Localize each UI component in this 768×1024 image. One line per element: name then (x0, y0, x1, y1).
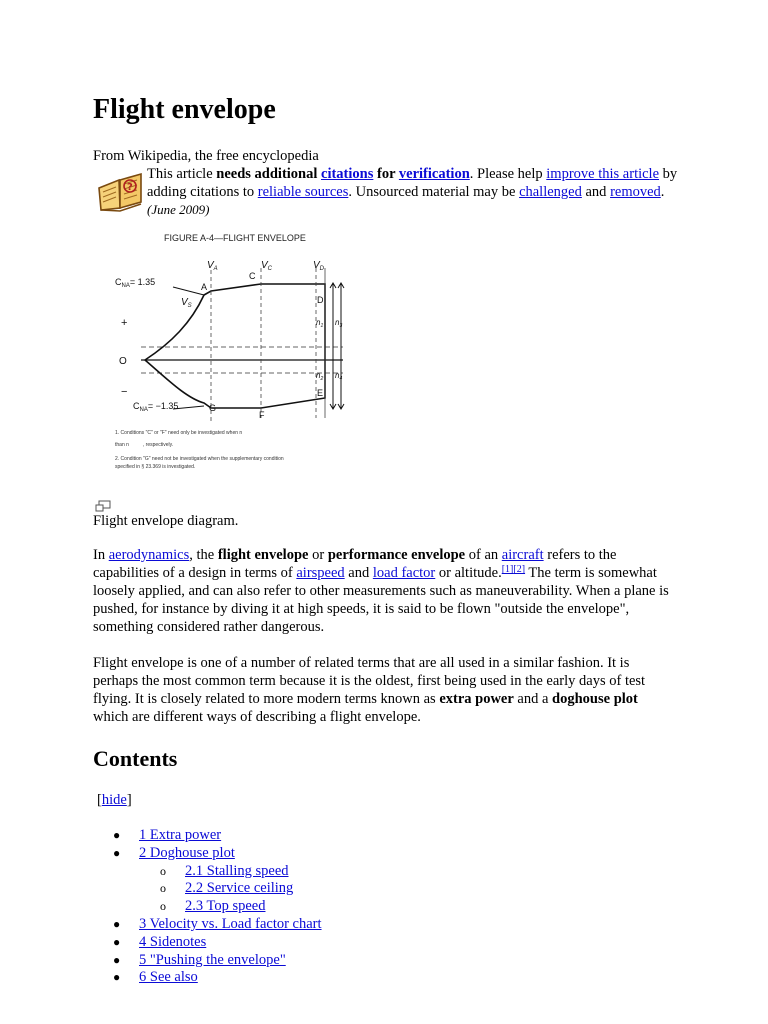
toc-link-top-speed[interactable]: 2.3 Top speed (185, 898, 266, 915)
toc-link-extra-power[interactable]: 1 Extra power (139, 827, 222, 843)
toc-item (93, 844, 493, 862)
bold-term: extra power (439, 691, 514, 707)
toc-subitem (93, 897, 493, 915)
bullet: ● (113, 934, 121, 949)
enlarge-icon[interactable] (95, 500, 111, 512)
toc-toggle (97, 791, 132, 809)
toc-link-pushing-envelope[interactable]: 5 "Pushing the envelope" (139, 951, 286, 968)
citation-2-link[interactable]: [2] (513, 564, 526, 575)
plus-sign: + (121, 317, 128, 329)
tagline: From Wikipedia, the free encyclopedia (93, 148, 319, 164)
citation-1-link[interactable]: [1] (501, 564, 514, 575)
toc-link-doghouse-plot[interactable]: 2 Doghouse plot (139, 844, 235, 861)
bracket: ] (126, 792, 132, 808)
text-part: and a (513, 691, 553, 707)
vd-label: $V_D$ (313, 260, 325, 272)
toc-subitem (93, 862, 493, 880)
removed-link[interactable]: removed (610, 184, 661, 200)
notice-text-part: . Unsourced material may be (348, 184, 520, 200)
envelope-outline (145, 284, 325, 408)
flight-envelope-diagram[interactable] (111, 228, 361, 478)
text-part: of an (465, 547, 502, 563)
bullet: ● (113, 952, 121, 967)
text-part: which are different ways of describing a flight envelope. (93, 709, 421, 725)
bold-term: flight envelope (217, 547, 309, 563)
cna-negative-label: $C_{NA}= -1.35$ (133, 401, 179, 413)
text-part: In (93, 547, 109, 563)
sub-bullet: o (160, 863, 166, 878)
point-g-label: G (209, 403, 217, 413)
text-part: and (344, 565, 373, 581)
toc-link-stalling-speed[interactable]: 2.1 Stalling speed (185, 862, 289, 879)
toc-item (93, 933, 493, 951)
notice-bold: for (373, 166, 399, 182)
toc-hide-link[interactable]: hide (101, 792, 127, 808)
va-label: $V_A$ (207, 260, 218, 272)
aerodynamics-link[interactable]: aerodynamics (108, 547, 190, 563)
citations-link[interactable]: citations (321, 166, 374, 182)
zero-label: O (119, 356, 127, 367)
toc-item (93, 951, 493, 969)
notice-bold: needs additional (216, 166, 322, 182)
vc-label: $V_C$ (261, 260, 273, 272)
bold-term: doghouse plot (552, 691, 638, 707)
sub-bullet: o (160, 881, 166, 896)
notice-text (147, 165, 683, 219)
point-f-label: F (259, 410, 265, 420)
n4-label: $n_4$ (335, 371, 343, 382)
notice-text-part: . Please help (469, 166, 547, 182)
toc-subitem (93, 879, 493, 897)
challenged-link[interactable]: challenged (519, 184, 582, 200)
n3-label: $n_3$ (335, 318, 343, 329)
aircraft-link[interactable]: aircraft (501, 547, 544, 563)
notice-text-part: This article (147, 166, 217, 182)
toc-list (93, 826, 493, 986)
toc-link-sidenotes[interactable]: 4 Sidenotes (139, 933, 207, 950)
text-part: Flight envelope is one of a number of related terms that are all used in a similar fashion. It is perhaps the most common term because it is the oldest, first being used in the early days of test flying. It is closely related to more modern terms known as (93, 655, 646, 707)
toc-link-service-ceiling[interactable]: 2.2 Service ceiling (185, 880, 294, 897)
toc-link-velocity-chart[interactable]: 3 Velocity vs. Load factor chart (139, 915, 322, 932)
n2-label: $n_2$ (316, 371, 324, 382)
text-part: refers to the capabilities of a design in terms of (93, 547, 617, 581)
load-factor-link[interactable]: load factor (372, 565, 436, 581)
related-terms-paragraph (93, 654, 675, 726)
notice-text-part: and (581, 184, 611, 200)
bullet: ● (113, 845, 121, 860)
toc-link-see-also[interactable]: 6 See also (139, 969, 198, 986)
point-d-label: D (317, 295, 324, 305)
bullet: ● (113, 916, 121, 931)
text-part: or (308, 547, 328, 563)
verification-link[interactable]: verification (398, 166, 470, 182)
page-title: Flight envelope (93, 94, 276, 125)
toc-title: Contents (93, 746, 178, 771)
notice-text-part: by adding citations to (147, 166, 678, 200)
notice-date: (June 2009) (147, 202, 210, 217)
vs-label: $V_S$ (181, 297, 192, 309)
text-part: The term is somewhat loosely applied, and can also refer to other measurements such as maneuverability. When a plane is pushed, for instance by diving it at high speeds, it is said to be flown "outside the envelope", something considered rather dangerous. (93, 565, 669, 635)
figure-note-1a: 1. Conditions "C" or "F" need only be investigated when n (115, 430, 243, 436)
toc-item (93, 968, 493, 986)
reliable-sources-link[interactable]: reliable sources (257, 184, 349, 200)
bold-term: performance envelope (327, 547, 466, 563)
intro-paragraph (93, 546, 675, 636)
svg-text:?: ? (127, 182, 133, 193)
figure-title: FIGURE A-4—FLIGHT ENVELOPE (164, 233, 306, 243)
book-icon (95, 170, 145, 214)
bullet: ● (113, 828, 121, 842)
text-part: , the (189, 547, 218, 563)
minus-sign: − (121, 386, 128, 398)
airspeed-link[interactable]: airspeed (296, 565, 345, 581)
bullet: ● (113, 970, 121, 985)
notice-text-part: . (660, 184, 665, 200)
improve-article-link[interactable]: improve this article (546, 166, 660, 182)
cna-positive-label: $C_{NA}= 1.35$ (115, 277, 156, 289)
figure-caption: Flight envelope diagram. (93, 513, 239, 529)
n1-label: $n_1$ (316, 318, 324, 329)
toc-item (93, 826, 493, 844)
figure-note-2a: 2. Condition "G" need not be investigated when the supplementary condition (115, 456, 284, 462)
point-c-label: C (249, 271, 256, 281)
figure-note-2b: specified in § 23.369 is investigated. (115, 464, 196, 470)
text-part: or altitude. (435, 565, 502, 581)
figure-note-1b: than n , respectively. (115, 442, 174, 448)
sub-bullet: o (160, 899, 166, 914)
point-a-label: A (201, 282, 208, 292)
bracket: [ (97, 792, 102, 808)
toc-item (93, 915, 493, 933)
point-e-label: E (317, 388, 324, 398)
